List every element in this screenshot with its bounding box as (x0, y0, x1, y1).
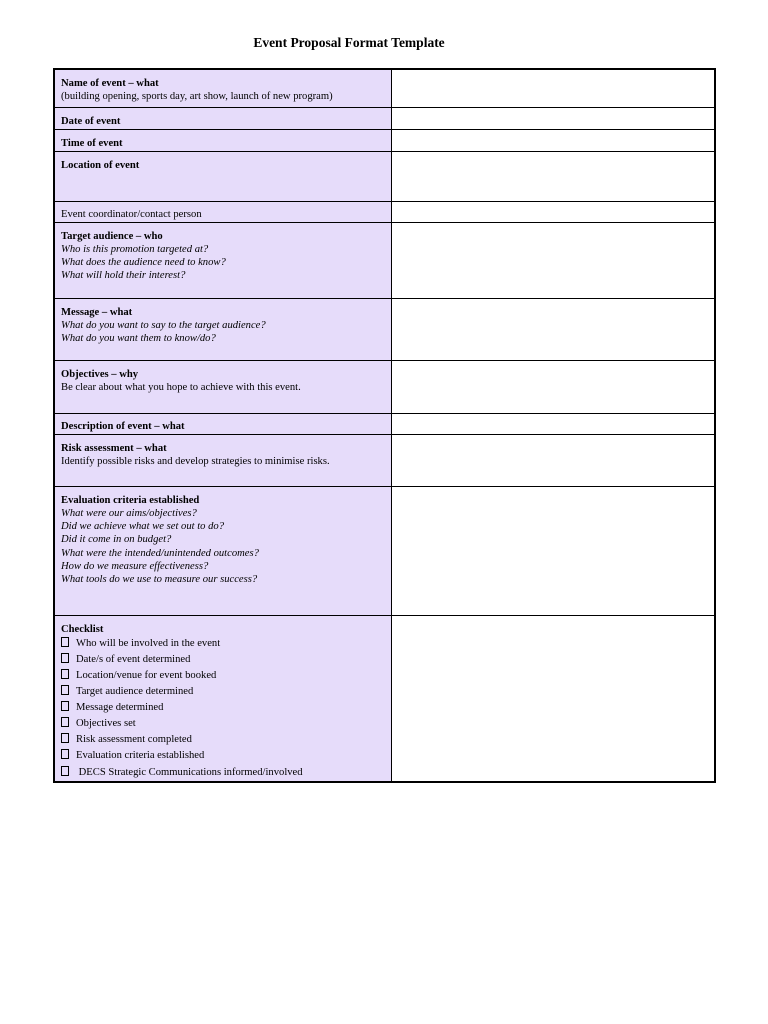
row-event-coordinator (54, 201, 715, 222)
checkbox-icon[interactable] (61, 637, 69, 647)
heading-message: Message – what (61, 306, 133, 318)
input-message[interactable] (391, 298, 715, 360)
checklist-item-label: Risk assessment completed (76, 734, 192, 746)
input-target-audience[interactable] (391, 222, 715, 298)
checkbox-icon[interactable] (61, 766, 69, 776)
checklist-item-label: Location/venue for event booked (76, 669, 217, 681)
label-target-audience (54, 222, 391, 298)
label-message (54, 298, 391, 360)
question-target-audience-1: Who is this promotion targeted at? (61, 243, 209, 255)
input-evaluation-criteria[interactable] (391, 486, 715, 615)
checklist-item (61, 765, 385, 781)
question-message-1: What do you want to say to the target audience? (61, 319, 266, 331)
label-location-of-event (54, 151, 391, 201)
checklist-item-label: Message determined (76, 702, 164, 714)
row-location-of-event (54, 151, 715, 201)
input-event-coordinator[interactable] (391, 201, 715, 222)
input-description-of-event[interactable] (391, 413, 715, 434)
checklist-item (61, 716, 385, 732)
checklist-item (61, 732, 385, 748)
input-risk-assessment[interactable] (391, 434, 715, 486)
checkbox-icon[interactable] (61, 717, 69, 727)
checkbox-icon[interactable] (61, 701, 69, 711)
input-date-of-event[interactable] (391, 107, 715, 129)
checklist-item-label: Target audience determined (76, 686, 194, 698)
row-date-of-event (54, 107, 715, 129)
heading-description-of-event: Description of event – what (61, 420, 185, 432)
label-date-of-event (54, 107, 391, 129)
question-evaluation-5: How do we measure effectiveness? (61, 560, 209, 572)
question-target-audience-2: What does the audience need to know? (61, 257, 226, 269)
question-evaluation-6: What tools do we use to measure our success? (61, 574, 258, 586)
label-risk-assessment (54, 434, 391, 486)
heading-objectives: Objectives – why (61, 368, 139, 380)
label-name-of-event (54, 69, 391, 107)
input-objectives[interactable] (391, 360, 715, 413)
row-target-audience (54, 222, 715, 298)
row-description-of-event (54, 413, 715, 434)
label-checklist (54, 615, 391, 782)
label-event-coordinator (54, 201, 391, 222)
checklist-item (61, 636, 385, 652)
row-message (54, 298, 715, 360)
hint-risk-assessment: Identify possible risks and develop strategies to minimise risks. (61, 455, 330, 467)
checklist-item-label: Who will be involved in the event (76, 637, 221, 649)
question-evaluation-2: Did we achieve what we set out to do? (61, 521, 224, 533)
question-message-2: What do you want them to know/do? (61, 333, 216, 345)
checklist-item-label: Objectives set (76, 718, 136, 730)
heading-risk-assessment: Risk assessment – what (61, 442, 167, 454)
heading-target-audience: Target audience – who (61, 230, 163, 242)
checklist-item-label: DECS Strategic Communications informed/involved (76, 766, 303, 778)
input-name-of-event[interactable] (391, 69, 715, 107)
checkbox-icon[interactable] (61, 733, 69, 743)
row-name-of-event (54, 69, 715, 107)
row-checklist (54, 615, 715, 782)
text-event-coordinator: Event coordinator/contact person (61, 208, 202, 220)
heading-checklist: Checklist (61, 623, 104, 635)
document-title: Event Proposal Format Template (253, 35, 445, 50)
label-evaluation-criteria (54, 486, 391, 615)
checklist-item-label: Date/s of event determined (76, 653, 191, 665)
input-time-of-event[interactable] (391, 129, 715, 151)
hint-name-of-event: (building opening, sports day, art show, launch of new program) (61, 91, 333, 103)
checkbox-icon[interactable] (61, 653, 69, 663)
question-evaluation-3: Did it come in on budget? (61, 534, 172, 546)
checklist-item (61, 748, 385, 764)
row-time-of-event (54, 129, 715, 151)
input-location-of-event[interactable] (391, 151, 715, 201)
event-proposal-table (53, 68, 716, 783)
label-description-of-event (54, 413, 391, 434)
question-target-audience-3: What will hold their interest? (61, 270, 186, 282)
label-objectives (54, 360, 391, 413)
hint-objectives: Be clear about what you hope to achieve with this event. (61, 381, 301, 393)
row-objectives (54, 360, 715, 413)
row-risk-assessment (54, 434, 715, 486)
heading-date-of-event: Date of event (61, 115, 121, 127)
input-checklist[interactable] (391, 615, 715, 782)
question-evaluation-4: What were the intended/unintended outcomes? (61, 547, 259, 559)
checkbox-icon[interactable] (61, 749, 69, 759)
heading-time-of-event: Time of event (61, 137, 123, 149)
checklist-item (61, 684, 385, 700)
checklist-item (61, 668, 385, 684)
heading-evaluation-criteria: Evaluation criteria established (61, 494, 200, 506)
checkbox-icon[interactable] (61, 685, 69, 695)
row-evaluation-criteria (54, 486, 715, 615)
label-time-of-event (54, 129, 391, 151)
checkbox-icon[interactable] (61, 669, 69, 679)
checklist-item (61, 652, 385, 668)
checklist-item (61, 700, 385, 716)
heading-name-of-event: Name of event – what (61, 78, 159, 89)
heading-location-of-event: Location of event (61, 159, 140, 171)
checklist-item-label: Evaluation criteria established (76, 750, 205, 762)
question-evaluation-1: What were our aims/objectives? (61, 507, 197, 519)
